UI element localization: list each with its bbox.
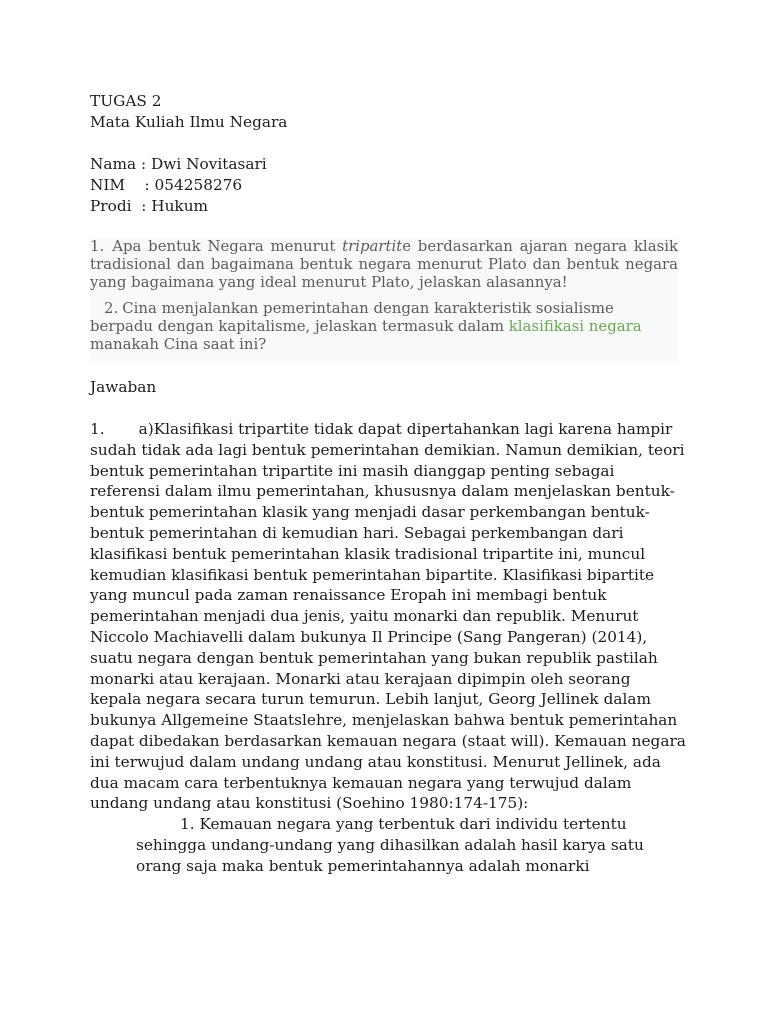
question-1 [90,237,678,291]
answer-line: pemerintahan menjadi dua jenis, yaitu monarki dan republik. Menurut [90,607,639,626]
answer-item-1 [90,814,678,876]
question-1-number: 1. [90,237,105,255]
classification-link[interactable]: klasifikasi negara [508,317,642,335]
student-prodi: Prodi : Hukum [90,197,209,215]
assignment-title: TUGAS 2 [90,92,162,110]
answer-line: sudah tidak ada lagi bentuk pemerintahan demikian. Namun demikian, teori [90,440,685,459]
question-2-number: 2. [104,299,119,317]
answer-line: monarki atau kerajaan. Monarki atau kerajaan dipimpin oleh seorang [90,669,631,688]
answer-line: Niccolo Machiavelli dalam bukunya Il Principe (Sang Pangeran) (2014), [90,627,648,646]
question-2-text-start: Cina menjalankan pemerintahan dengan karakteristik sosialisme berpadu dengan kapitalisme, jelaskan termasuk dalam [90,299,614,335]
answer-line: klasifikasi bentuk pemerintahan klasik tradisional tripartite ini, muncul [90,544,646,563]
answer-heading: Jawaban [90,378,157,396]
question-2-text-end: manakah Cina saat ini? [90,335,267,353]
question-2 [90,299,678,353]
answer-item-line: orang saja maka bentuk pemerintahannya adalah monarki [136,856,590,875]
answer-line: dapat dibedakan berdasarkan kemauan negara (staat will). Kemauan negara [90,731,686,750]
question-1-text-end: e berdasarkan ajaran negara klasik tradisional dan bagaimana bentuk negara menurut Plato dan bentuk negara yang bagaimana yang ideal menurut Plato, jelaskan alasannya! [90,237,679,291]
answer-line: suatu negara dengan bentuk pemerintahan yang bukan republik pastilah [90,648,658,667]
answer-line: dua macam cara terbentuknya kemauan negara yang terwujud dalam [90,773,632,792]
answer-line: 1. a)Klasifikasi tripartite tidak dapat dipertahankan lagi karena hampir [90,420,673,438]
answer-line: bentuk pemerintahan klasik yang menjadi dasar perkembangan bentuk- [90,503,650,522]
document-header [90,91,678,133]
answer-line: ini terwujud dalam undang undang atau konstitusi. Menurut Jellinek, ada [90,752,661,771]
answer-item-line: sehingga undang-undang yang dihasilkan adalah hasil karya satu [136,835,644,854]
answer-item-line: 1. Kemauan negara yang terbentuk dari individu tertentu [180,815,627,834]
answer-line: yang muncul pada zaman renaissance Eropah ini membagi bentuk [90,586,607,605]
student-info [90,154,678,217]
answer-line: bentuk pemerintahan tripartite ini masih dianggap penting sebagai [90,461,615,480]
student-name: Nama : Dwi Novitasari [90,155,267,173]
question-1-text-start: Apa bentuk Negara menurut [112,237,343,255]
answer-line: referensi dalam ilmu pemerintahan, khususnya dalam menjelaskan bentuk- [90,482,675,501]
answer-line: bukunya Allgemeine Staatslehre, menjelaskan bahwa bentuk pemerintahan [90,711,678,730]
course-name: Mata Kuliah Ilmu Negara [90,113,288,131]
questions-box [90,237,678,361]
answer-line: undang undang atau konstitusi (Soehino 1980:174-175): [90,794,529,813]
answer-body [90,419,686,877]
answer-heading-block [90,377,678,398]
answer-line: bentuk pemerintahan di kemudian hari. Sebagai perkembangan dari [90,523,624,542]
answer-line: kepala negara secara turun temurun. Lebih lanjut, Georg Jellinek dalam [90,690,651,709]
answer-line: kemudian klasifikasi bentuk pemerintahan bipartite. Klasifikasi bipartite [90,565,655,584]
answer-paragraph [90,419,686,814]
question-1-italic: tripartit [342,237,403,255]
student-nim: NIM : 054258276 [90,176,243,194]
